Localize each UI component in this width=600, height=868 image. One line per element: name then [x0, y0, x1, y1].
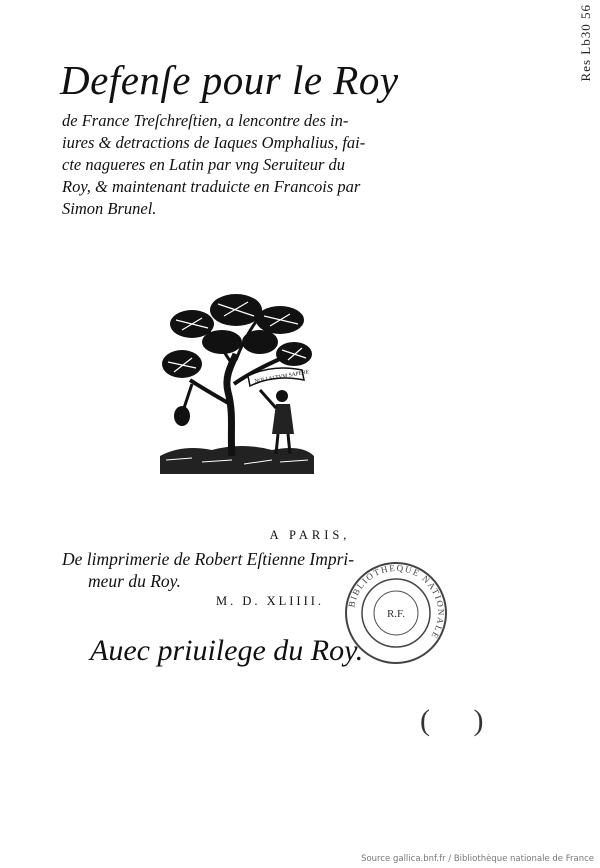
printer-line: meur du Roy.	[88, 571, 181, 591]
svg-text:BIBLIOTHEQUE NATIONALE	[346, 563, 446, 642]
subtitle-line: Simon Brunel.	[62, 199, 157, 218]
main-title: Defenſe pour le Roy	[60, 57, 399, 103]
woodcut-banner-text: NOLI ALTVM SAPERE	[254, 369, 310, 385]
stamp-center: R.F.	[386, 608, 406, 620]
privilege-line: Auec priuilege du Roy.	[90, 634, 364, 667]
imprint-city: A PARIS,	[269, 528, 351, 542]
source-line: Source gallica.bnf.fr / Bibliothèque nationale de France	[361, 854, 594, 864]
marginal-marks: ( )	[420, 704, 502, 737]
subtitle-line: Roy, & maintenant traduicte en Francois par	[62, 177, 361, 196]
subtitle-line: de France Treſchreſtien, a lencontre des in-	[62, 111, 349, 130]
imprint-printer	[62, 548, 542, 592]
imprint-date: M. D. XLIIII.	[215, 594, 325, 608]
subtitle-line: iures & detractions de Iaques Omphalius, fai-	[62, 133, 366, 152]
printer-line: De limprimerie de Robert Eſtienne Impri-	[62, 549, 355, 569]
shelfmark: Res Lb30 56	[578, 4, 593, 82]
subtitle	[62, 110, 542, 220]
stamp-text: BIBLIOTHEQUE NATIONALE	[346, 562, 447, 642]
olive-tree-woodcut-icon	[152, 284, 320, 480]
library-stamp-icon	[343, 560, 449, 666]
subtitle-line: cte nagueres en Latin par vng Seruiteur du	[62, 155, 346, 174]
